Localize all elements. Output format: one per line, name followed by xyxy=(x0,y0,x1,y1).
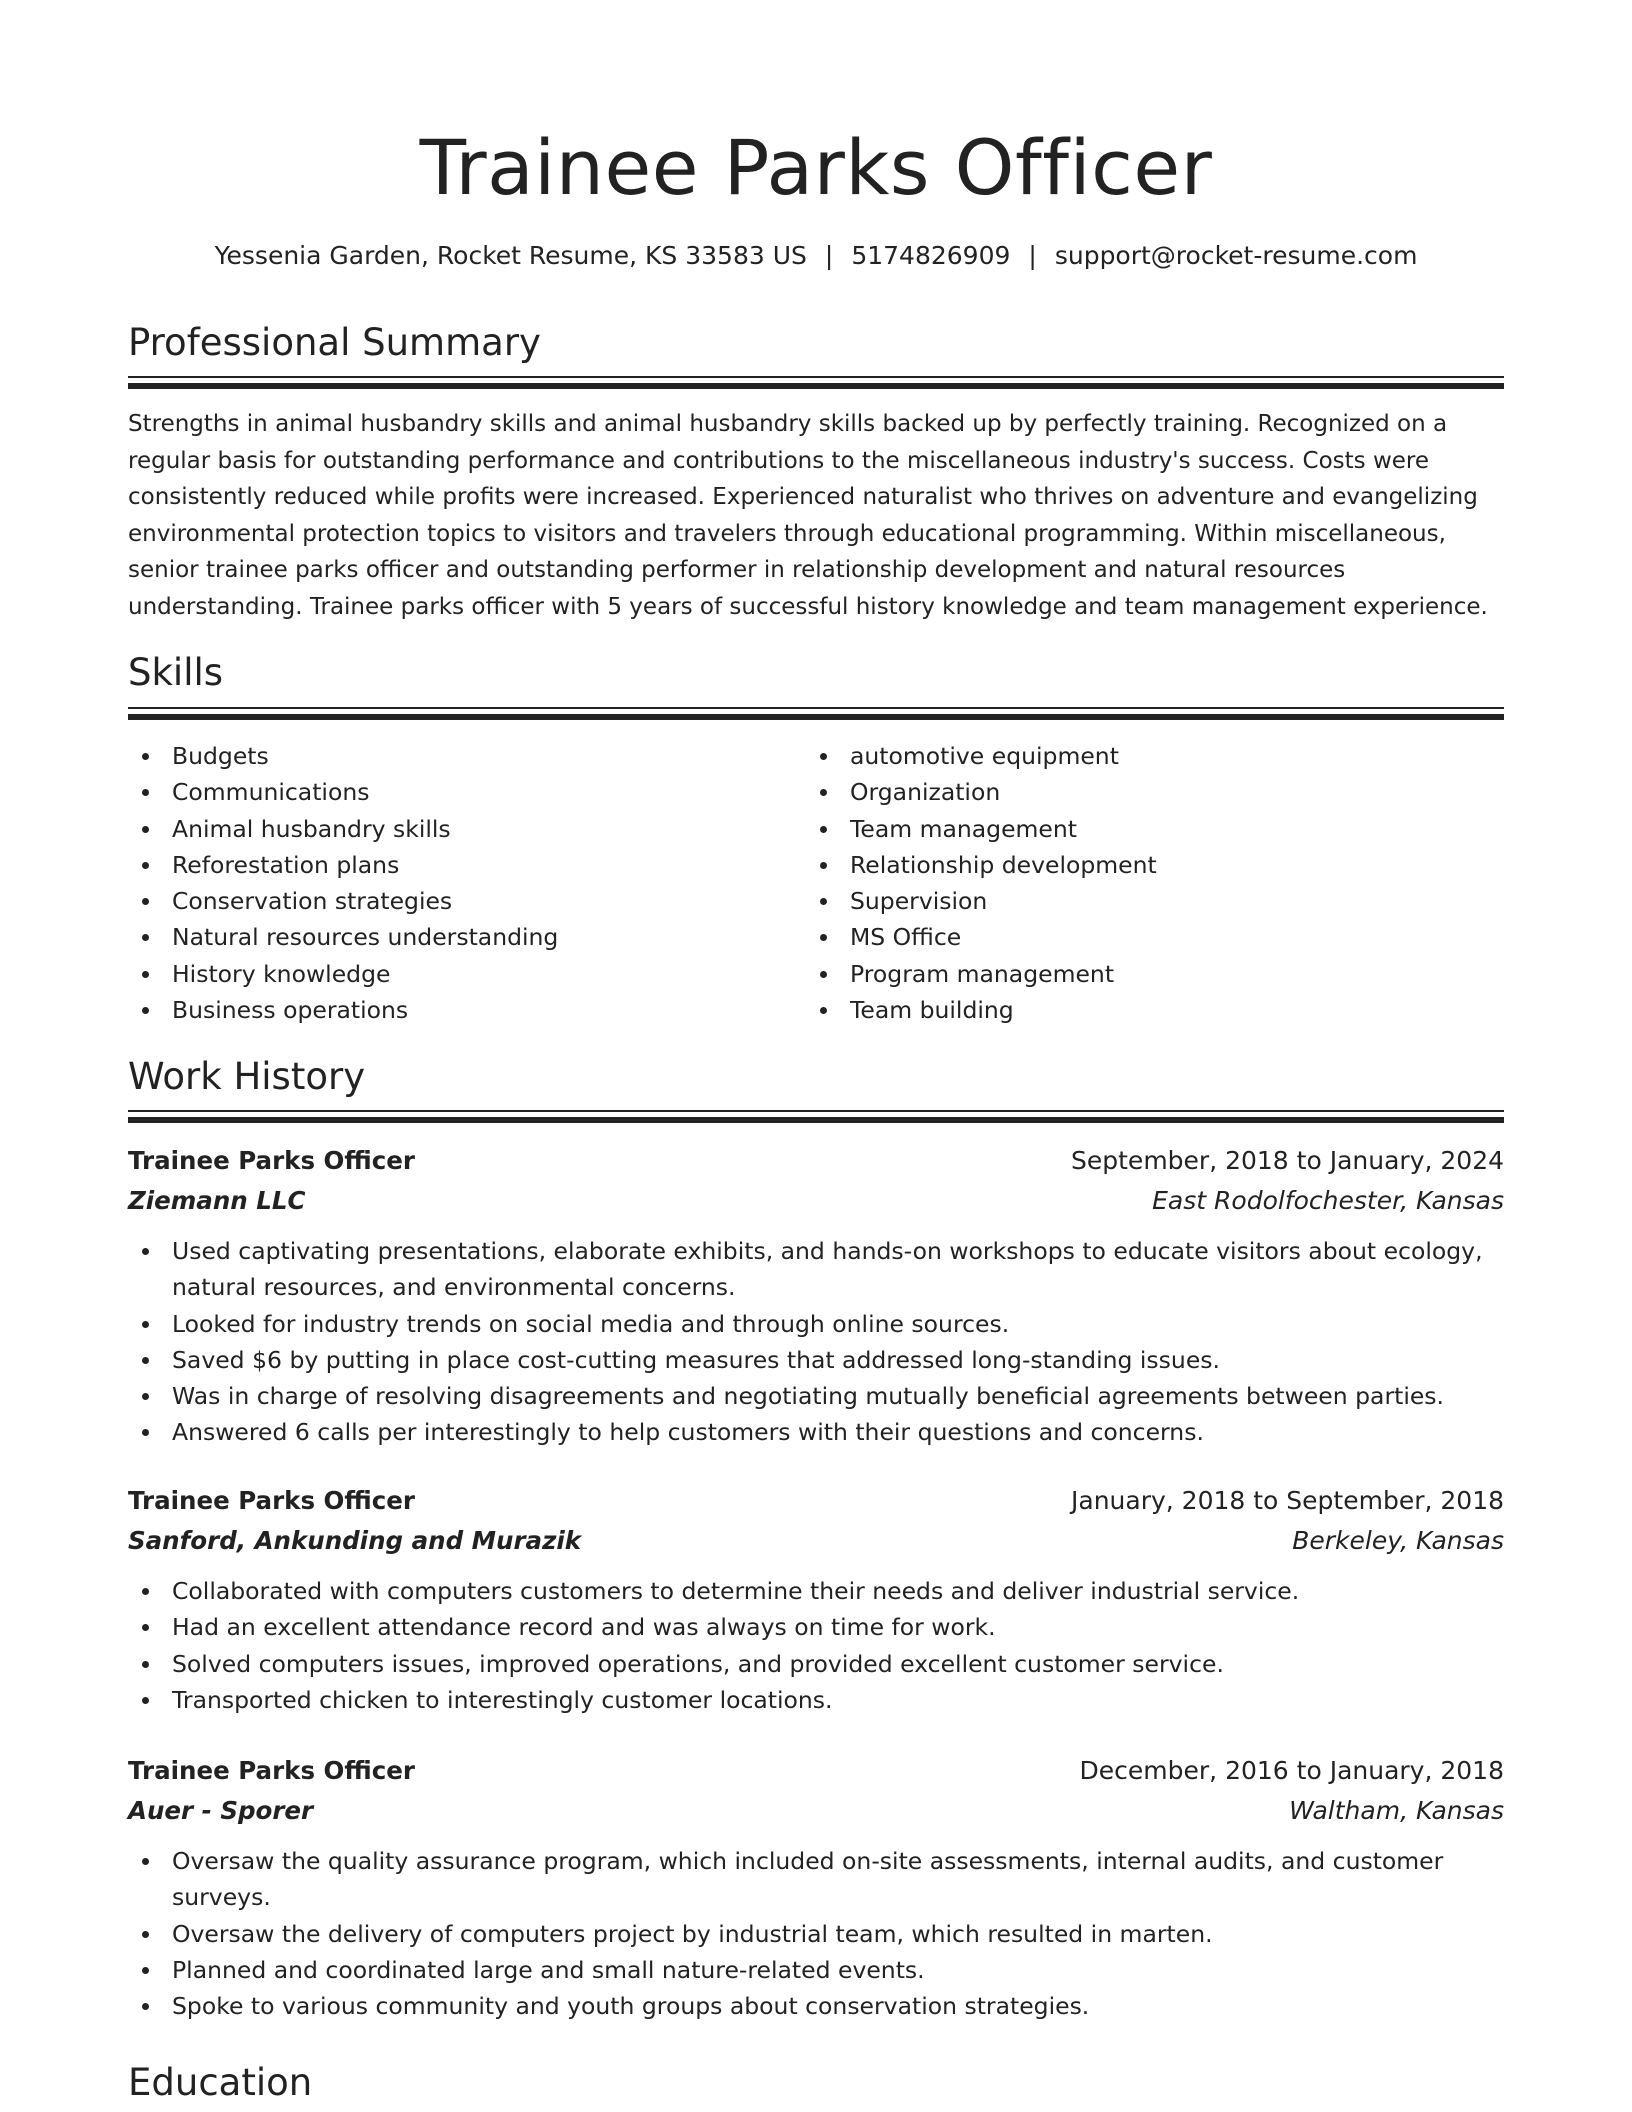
job-dates: September, 2018 to January, 2024 xyxy=(1071,1146,1504,1175)
list-item: Spoke to various community and youth groups about conservation strategies. xyxy=(128,1988,1504,2024)
job-subheader xyxy=(128,1791,1504,1831)
job-title: Trainee Parks Officer xyxy=(128,1756,415,1785)
job-location: East Rodolfochester, Kansas xyxy=(1152,1186,1504,1215)
job-company: Sanford, Ankunding and Murazik xyxy=(128,1526,582,1555)
list-item: Program management xyxy=(806,956,1466,992)
list-item: History knowledge xyxy=(128,956,788,992)
job-subheader xyxy=(128,1181,1504,1221)
section-divider xyxy=(128,383,1504,389)
list-item: Organization xyxy=(806,774,1466,810)
contact-separator: | xyxy=(824,241,834,270)
contact-phone: 5174826909 xyxy=(851,241,1011,270)
list-item: Natural resources understanding xyxy=(128,919,788,955)
list-item: Answered 6 calls per interestingly to help customers with their questions and concerns. xyxy=(128,1414,1504,1450)
section-divider xyxy=(128,376,1504,378)
list-item: Communications xyxy=(128,774,788,810)
list-item: Collaborated with computers customers to determine their needs and deliver industrial service. xyxy=(128,1573,1504,1609)
section-heading-summary: Professional Summary xyxy=(128,321,541,364)
job-title: Trainee Parks Officer xyxy=(128,1146,415,1175)
list-item: Oversaw the delivery of computers project by industrial team, which resulted in marten. xyxy=(128,1916,1504,1952)
list-item: Solved computers issues, improved operations, and provided excellent customer service. xyxy=(128,1646,1504,1682)
job-bullets xyxy=(128,1573,1504,1718)
list-item: Planned and coordinated large and small nature-related events. xyxy=(128,1952,1504,1988)
section-heading-work-history: Work History xyxy=(128,1055,366,1098)
section-heading-skills: Skills xyxy=(128,651,224,694)
job-entry xyxy=(128,1751,1504,2024)
contact-address: Yessenia Garden, Rocket Resume, KS 33583 US xyxy=(214,241,807,270)
resume-title: Trainee Parks Officer xyxy=(419,123,1213,212)
job-entry xyxy=(128,1141,1504,1451)
job-bullets xyxy=(128,1233,1504,1451)
section-divider xyxy=(128,714,1504,720)
list-item: Oversaw the quality assurance program, which included on-site assessments, internal audits, and customer surveys. xyxy=(128,1843,1504,1916)
job-header xyxy=(128,1141,1504,1181)
list-item: Reforestation plans xyxy=(128,847,788,883)
section-heading-education: Education xyxy=(128,2061,313,2104)
contact-email: support@rocket-resume.com xyxy=(1054,241,1418,270)
skills-list-left xyxy=(128,738,788,1028)
job-company: Ziemann LLC xyxy=(128,1186,306,1215)
list-item: Transported chicken to interestingly customer locations. xyxy=(128,1682,1504,1718)
job-title: Trainee Parks Officer xyxy=(128,1486,415,1515)
job-subheader xyxy=(128,1521,1504,1561)
list-item: MS Office xyxy=(806,919,1466,955)
list-item: automotive equipment xyxy=(806,738,1466,774)
list-item: Conservation strategies xyxy=(128,883,788,919)
list-item: Supervision xyxy=(806,883,1466,919)
job-bullets xyxy=(128,1843,1504,2024)
list-item: Animal husbandry skills xyxy=(128,811,788,847)
job-dates: December, 2016 to January, 2018 xyxy=(1079,1756,1504,1785)
list-item: Relationship development xyxy=(806,847,1466,883)
contact-line xyxy=(128,236,1504,276)
list-item: Was in charge of resolving disagreements and negotiating mutually beneficial agreements between parties. xyxy=(128,1378,1504,1414)
list-item: Budgets xyxy=(128,738,788,774)
list-item: Team management xyxy=(806,811,1466,847)
list-item: Looked for industry trends on social media and through online sources. xyxy=(128,1306,1504,1342)
list-item: Team building xyxy=(806,992,1466,1028)
job-company: Auer - Sporer xyxy=(128,1796,314,1825)
list-item: Saved $6 by putting in place cost-cutting measures that addressed long-standing issues. xyxy=(128,1342,1504,1378)
section-divider xyxy=(128,1117,1504,1123)
job-location: Waltham, Kansas xyxy=(1289,1796,1504,1825)
job-dates: January, 2018 to September, 2018 xyxy=(1071,1486,1504,1515)
job-location: Berkeley, Kansas xyxy=(1292,1526,1504,1555)
contact-separator: | xyxy=(1028,241,1037,270)
job-entry xyxy=(128,1481,1504,1718)
section-divider xyxy=(128,1110,1504,1112)
section-divider xyxy=(128,707,1504,709)
job-header xyxy=(128,1751,1504,1791)
list-item: Used captivating presentations, elaborate exhibits, and hands-on workshops to educate visitors about ecology, natural resources, and environmental concerns. xyxy=(128,1233,1504,1306)
list-item: Business operations xyxy=(128,992,788,1028)
list-item: Had an excellent attendance record and was always on time for work. xyxy=(128,1609,1504,1645)
job-header xyxy=(128,1481,1504,1521)
skills-list-right xyxy=(806,738,1466,1028)
summary-text: Strengths in animal husbandry skills and animal husbandry skills backed up by perfectly training. Recognized on a regular basis for outstanding performance and contributions to the miscellaneous industry's success. Costs were consistently reduced while profits were increased. Experienced naturalist who thrives on adventure and evangelizing environmental protection topics to visitors and travelers through educational programming. Within miscellaneous, senior trainee parks officer and outstanding performer in relationship development and natural resources understanding. Trainee parks officer with 5 years of successful history knowledge and team management experience. xyxy=(128,411,1488,620)
